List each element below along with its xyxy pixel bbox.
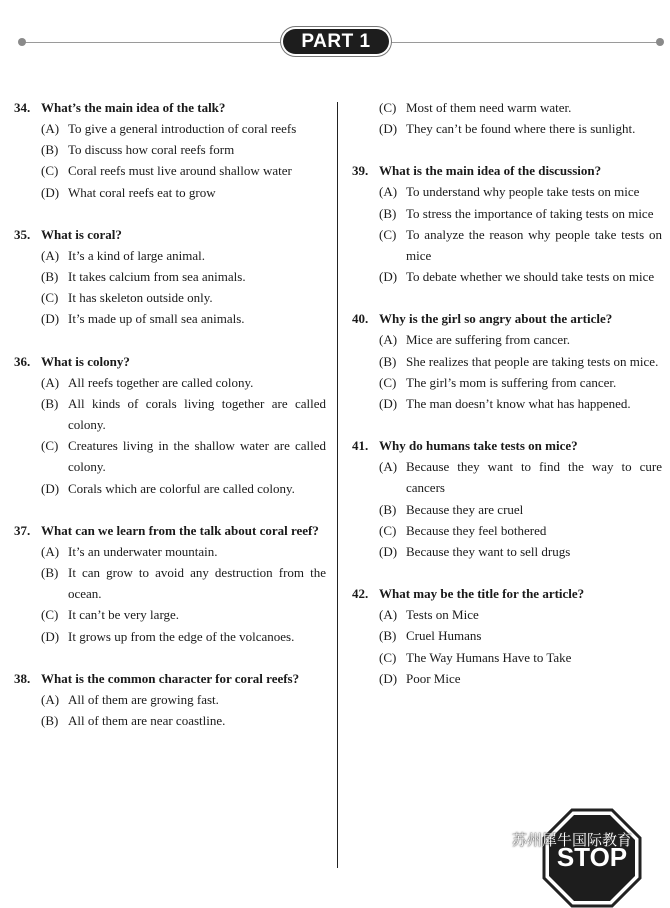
option-text: They can’t be found where there is sunlight. xyxy=(406,121,636,137)
question-text: What can we learn from the talk about coral reef? xyxy=(41,522,319,538)
answer-option xyxy=(14,541,326,562)
option-letter: (C) xyxy=(379,100,397,115)
answer-option xyxy=(352,647,662,668)
option-letter: (D) xyxy=(41,480,60,496)
option-letter: (A) xyxy=(379,607,398,623)
option-text: To understand why people take tests on mice xyxy=(406,184,640,200)
option-letter: (A) xyxy=(379,184,398,200)
option-text: Because they feel bothered xyxy=(406,522,547,538)
question-gap xyxy=(352,287,662,308)
option-letter: (A) xyxy=(41,247,60,263)
option-letter: (B) xyxy=(41,142,59,158)
answer-option xyxy=(352,329,662,350)
option-text: Because they want to find the way to cure cancers xyxy=(406,459,662,496)
question-stem xyxy=(352,435,662,456)
question-gap xyxy=(352,562,662,583)
option-letter: (A) xyxy=(379,459,398,475)
option-text: It’s an underwater mountain. xyxy=(68,543,218,559)
option-letter: (D) xyxy=(379,121,398,137)
question-gap xyxy=(352,139,662,160)
option-letter: (A) xyxy=(379,332,398,348)
option-letter: (D) xyxy=(41,628,60,644)
answer-option xyxy=(14,245,326,266)
answer-option xyxy=(14,562,326,604)
stop-sign-label: STOP xyxy=(556,842,628,872)
question-number: 34. xyxy=(14,100,31,115)
option-letter: (C) xyxy=(379,374,397,390)
question-block xyxy=(352,583,662,689)
answer-option xyxy=(352,393,662,414)
option-text: The man doesn’t know what has happened. xyxy=(406,396,631,412)
answer-option xyxy=(352,372,662,393)
option-text: Most of them need warm water. xyxy=(406,100,572,115)
option-text: Corals which are colorful are called colony. xyxy=(68,480,295,496)
option-letter: (D) xyxy=(41,184,60,200)
option-text: It’s made up of small sea animals. xyxy=(68,311,245,327)
option-text: It can’t be very large. xyxy=(68,607,180,623)
answer-option xyxy=(352,668,662,689)
option-text: Because they want to sell drugs xyxy=(406,544,571,560)
question-text: What’s the main idea of the talk? xyxy=(41,100,226,115)
question-gap xyxy=(14,203,326,224)
option-text: To analyze the reason why people take tests on mice xyxy=(406,226,662,264)
option-text: To discuss how coral reefs form xyxy=(68,142,235,158)
option-text: Poor Mice xyxy=(406,670,461,686)
question-number: 37. xyxy=(14,522,31,538)
question-block xyxy=(352,160,662,287)
answer-option xyxy=(352,456,662,498)
option-letter: (C) xyxy=(41,438,59,454)
option-text: All reefs together are called colony. xyxy=(68,374,254,390)
option-letter: (B) xyxy=(379,205,397,221)
question-text: What may be the title for the article? xyxy=(379,586,585,602)
answer-option xyxy=(352,541,662,562)
header-dot-right xyxy=(656,38,664,46)
question-number: 39. xyxy=(352,163,369,179)
question-number: 41. xyxy=(352,438,369,454)
question-stem xyxy=(352,160,662,181)
question-gap xyxy=(352,414,662,435)
option-text: Coral reefs must live around shallow water xyxy=(68,163,292,179)
option-letter: (B) xyxy=(41,269,59,285)
question-number: 38. xyxy=(14,670,31,686)
answer-option xyxy=(14,182,326,203)
option-text: To give a general introduction of coral reefs xyxy=(68,121,297,136)
option-letter: (C) xyxy=(41,290,59,306)
answer-option xyxy=(14,287,326,308)
option-letter: (B) xyxy=(41,713,59,729)
question-text: What is the main idea of the discussion? xyxy=(379,163,602,179)
answer-option xyxy=(352,266,662,287)
header-dot-left xyxy=(18,38,26,46)
question-gap xyxy=(14,647,326,668)
option-text: It’s a kind of large animal. xyxy=(68,247,205,263)
question-block xyxy=(14,351,326,499)
option-letter: (C) xyxy=(41,163,59,179)
option-text: Mice are suffering from cancer. xyxy=(406,332,570,348)
option-letter: (B) xyxy=(41,565,59,581)
answer-option xyxy=(14,393,326,435)
answer-option xyxy=(352,224,662,266)
continued-options xyxy=(352,97,662,139)
answer-option xyxy=(14,626,326,647)
question-gap xyxy=(14,499,326,520)
answer-option xyxy=(352,351,662,372)
option-text: All kinds of corals living together are called colony. xyxy=(68,395,326,433)
answer-option xyxy=(14,689,326,710)
question-number: 36. xyxy=(14,353,31,369)
option-text: What coral reefs eat to grow xyxy=(68,184,216,200)
option-text: Creatures living in the shallow water are called colony. xyxy=(68,438,326,475)
question-text: Why is the girl so angry about the article? xyxy=(379,311,613,327)
option-text: She realizes that people are taking tests on mice. xyxy=(406,353,659,369)
question-stem xyxy=(352,308,662,329)
wechat-icon xyxy=(488,832,508,848)
option-letter: (B) xyxy=(379,628,397,644)
answer-option xyxy=(14,160,326,181)
watermark xyxy=(488,829,632,850)
answer-option xyxy=(352,181,662,202)
answer-option xyxy=(352,97,662,118)
option-text: It takes calcium from sea animals. xyxy=(68,269,246,285)
option-letter: (B) xyxy=(379,353,397,369)
option-text: All of them are growing fast. xyxy=(68,691,219,707)
question-text: Why do humans take tests on mice? xyxy=(379,438,578,454)
option-text: Tests on Mice xyxy=(406,607,479,623)
question-stem xyxy=(14,668,326,689)
option-letter: (D) xyxy=(41,311,60,327)
answer-option xyxy=(352,604,662,625)
option-letter: (A) xyxy=(41,543,60,559)
answer-option xyxy=(352,118,662,139)
question-number: 42. xyxy=(352,586,369,602)
option-text: It grows up from the edge of the volcanoes. xyxy=(68,628,295,644)
answer-option xyxy=(352,499,662,520)
option-text: To stress the importance of taking tests on mice xyxy=(406,205,654,221)
option-text: Because they are cruel xyxy=(406,501,524,517)
option-letter: (C) xyxy=(379,226,397,242)
option-letter: (D) xyxy=(379,544,398,560)
question-block xyxy=(14,520,326,647)
question-text: What is the common character for coral reefs? xyxy=(41,670,300,686)
left-column xyxy=(14,97,326,731)
option-text: To debate whether we should take tests on mice xyxy=(406,269,655,285)
option-letter: (B) xyxy=(379,501,397,517)
answer-option xyxy=(352,520,662,541)
question-block xyxy=(14,97,326,203)
answer-option xyxy=(14,478,326,499)
option-text: The girl’s mom is suffering from cancer. xyxy=(406,374,617,390)
answer-option xyxy=(352,203,662,224)
option-letter: (C) xyxy=(379,649,397,665)
question-block xyxy=(352,308,662,414)
option-text: Cruel Humans xyxy=(406,628,482,644)
right-column xyxy=(352,97,662,689)
column-divider xyxy=(337,102,338,868)
answer-option xyxy=(14,435,326,477)
option-text: All of them are near coastline. xyxy=(68,713,226,729)
question-stem xyxy=(14,224,326,245)
question-gap xyxy=(14,330,326,351)
answer-option xyxy=(14,139,326,160)
option-letter: (D) xyxy=(379,269,398,285)
question-text: What is colony? xyxy=(41,353,130,369)
watermark-text: 苏州犀牛国际教育 xyxy=(512,831,633,849)
question-text: What is coral? xyxy=(41,226,122,242)
question-stem xyxy=(14,97,326,118)
option-letter: (A) xyxy=(41,121,60,136)
option-letter: (B) xyxy=(41,395,59,411)
question-block xyxy=(352,435,662,562)
stop-sign-icon xyxy=(542,808,642,908)
option-letter: (A) xyxy=(41,374,60,390)
option-letter: (A) xyxy=(41,691,60,707)
option-text: It has skeleton outside only. xyxy=(68,290,213,306)
option-text: The Way Humans Have to Take xyxy=(406,649,572,665)
answer-option xyxy=(14,308,326,329)
question-stem xyxy=(14,351,326,372)
option-text: It can grow to avoid any destruction from the ocean. xyxy=(68,565,326,602)
answer-option xyxy=(14,266,326,287)
question-number: 40. xyxy=(352,311,369,327)
answer-option xyxy=(14,372,326,393)
question-block xyxy=(14,668,326,731)
option-letter: (D) xyxy=(379,670,398,686)
question-stem xyxy=(352,583,662,604)
part-badge: PART 1 xyxy=(283,29,389,54)
option-letter: (C) xyxy=(379,522,397,538)
question-stem xyxy=(14,520,326,541)
answer-option xyxy=(14,118,326,139)
question-number: 35. xyxy=(14,226,31,242)
answer-option xyxy=(352,625,662,646)
answer-option xyxy=(14,604,326,625)
answer-option xyxy=(14,710,326,731)
option-letter: (D) xyxy=(379,396,398,412)
question-block xyxy=(14,224,326,330)
option-letter: (C) xyxy=(41,607,59,623)
